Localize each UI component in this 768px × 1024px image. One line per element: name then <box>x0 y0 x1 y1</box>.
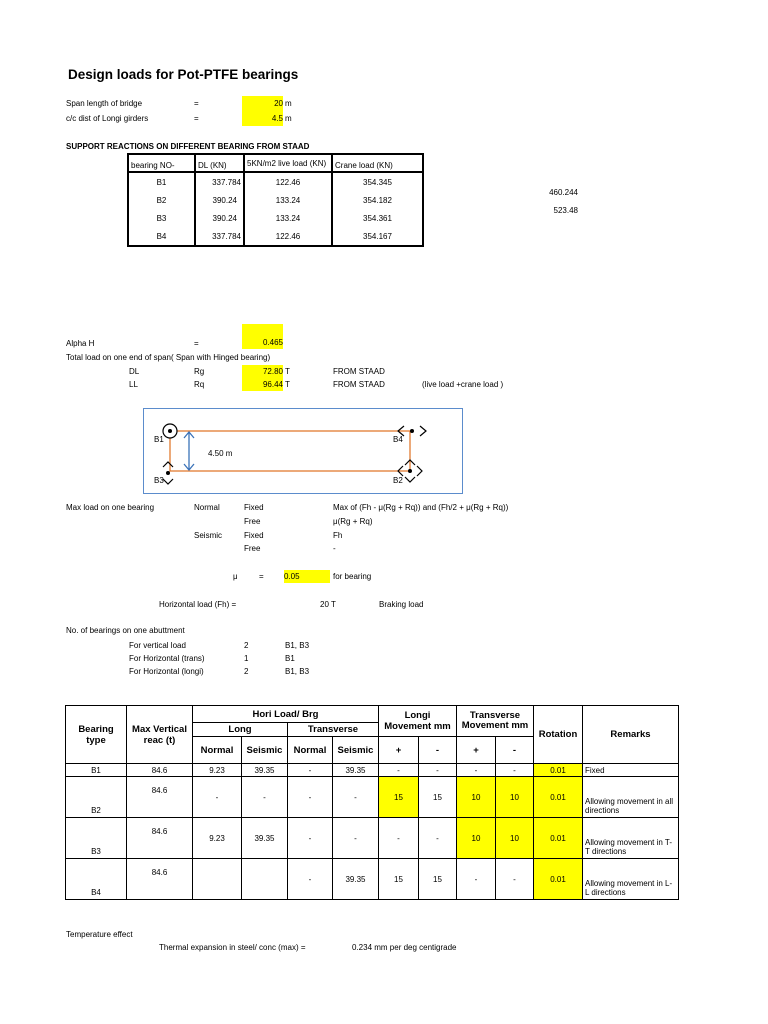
fh-label: Horizontal load (Fh) = <box>159 600 237 609</box>
span-value[interactable] <box>242 96 283 111</box>
max-load-normal-free: Free <box>244 517 261 526</box>
bearing-layout-svg <box>144 409 462 493</box>
rx-extra-b1: 460.244 <box>549 188 578 197</box>
abutment-row-1-n: 2 <box>244 641 249 650</box>
sm-cell-rem: Allowing movement in all directions <box>583 777 679 818</box>
rx-cell-dl: 390.24 <box>195 191 244 209</box>
sm-cell-tn: - <box>288 818 333 859</box>
alpha-value-text: 0.465 <box>262 338 283 347</box>
sm-cell-tn: - <box>288 777 333 818</box>
rx-cell-bearing: B4 <box>128 227 195 246</box>
max-load-seismic: Seismic <box>194 531 223 540</box>
max-load-f2: μ(Rg + Rq) <box>333 517 373 526</box>
sm-cell-rot: 0.01 <box>534 818 583 859</box>
span-label: Span length of bridge <box>66 99 143 108</box>
rx-cell-bearing: B1 <box>128 172 195 191</box>
summary-table <box>65 705 679 900</box>
sm-cell-v: 84.6 <box>127 818 193 859</box>
sm-cell-bearing: B1 <box>66 764 127 777</box>
max-load-f3: Fh <box>333 531 343 540</box>
dimension-arrow-icon <box>184 432 194 470</box>
fh-note: Braking load <box>379 600 424 609</box>
abutment-row-1-b: B1, B3 <box>285 641 310 650</box>
sm-cell-tm: - <box>496 764 534 777</box>
max-load-f1: Max of (Fh - μ(Rg + Rq)) and (Fh/2 + μ(Rg + Rq)) <box>333 503 509 512</box>
sm-cell-bearing: B4 <box>66 859 127 900</box>
abutment-row-3-n: 2 <box>244 667 249 676</box>
fh-value: 20 T <box>320 600 336 609</box>
sm-cell-tn: - <box>288 764 333 777</box>
summary-header-row-1 <box>66 706 679 723</box>
sm-cell-tp: 10 <box>457 818 496 859</box>
dl-row-a: DL <box>129 367 140 376</box>
temperature-label: Thermal expansion in steel/ conc (max) = <box>159 943 306 952</box>
rx-cell-ll: 133.24 <box>244 191 332 209</box>
rx-cell-dl: 337.784 <box>195 172 244 191</box>
b3-guided-bearing-icon <box>163 462 173 484</box>
dl-row-b: Rg <box>194 367 205 376</box>
abutment-row-3-b: B1, B3 <box>285 667 310 676</box>
sm-cell-lp: - <box>379 818 419 859</box>
sm-cell-rem: Fixed <box>583 764 679 777</box>
reactions-row <box>128 209 423 227</box>
sm-cell-tp: - <box>457 859 496 900</box>
sm-h-remarks: Remarks <box>583 706 679 764</box>
abutment-heading: No. of bearings on one abuttment <box>66 626 185 635</box>
sm-cell-v: 84.6 <box>127 777 193 818</box>
ll-row-b: Rq <box>194 380 205 389</box>
b1-fixed-bearing-icon <box>163 424 177 438</box>
rx-cell-ll: 122.46 <box>244 172 332 191</box>
ll-row-note: (live load +crane load ) <box>422 380 504 389</box>
sm-h-long-seismic: Seismic <box>242 737 288 764</box>
rx-cell-crane: 354.345 <box>332 172 423 191</box>
rx-h-bearing: bearing NO- <box>128 154 195 172</box>
sm-cell-rot: 0.01 <box>534 859 583 900</box>
sm-h-maxv: Max Vertical reac (t) <box>127 706 193 764</box>
ll-row-unit: T <box>285 380 290 389</box>
bearing-layout-diagram <box>143 408 463 494</box>
diagram-label-b1: B1 <box>154 435 164 444</box>
max-load-label: Max load on one bearing <box>66 503 155 512</box>
alpha-value[interactable] <box>242 324 283 349</box>
span-unit: m <box>285 99 292 108</box>
rx-cell-crane: 354.167 <box>332 227 423 246</box>
ll-row-src: FROM STAAD <box>333 380 385 389</box>
summary-row <box>66 818 679 859</box>
max-load-normal: Normal <box>194 503 220 512</box>
sm-cell-ln <box>193 859 242 900</box>
max-load-normal-fixed: Fixed <box>244 503 264 512</box>
sm-cell-ts: 39.35 <box>333 764 379 777</box>
sm-h-long-normal: Normal <box>193 737 242 764</box>
rx-h-ll: 5KN/m2 live load (KN) <box>244 154 332 172</box>
temperature-value: 0.234 mm per deg centigrade <box>352 943 457 952</box>
dl-row-src: FROM STAAD <box>333 367 385 376</box>
reactions-table <box>127 153 424 247</box>
summary-row <box>66 777 679 818</box>
sm-cell-lm: 15 <box>419 859 457 900</box>
abutment-row-2-n: 1 <box>244 654 249 663</box>
sm-cell-lm: 15 <box>419 777 457 818</box>
cc-unit: m <box>285 114 292 123</box>
max-load-seismic-free: Free <box>244 544 261 553</box>
sm-cell-rem: Allowing movement in T-T directions <box>583 818 679 859</box>
sm-h-trans-plus: + <box>457 737 496 764</box>
sm-cell-rot: 0.01 <box>534 764 583 777</box>
sm-cell-ts: - <box>333 777 379 818</box>
alpha-label: Alpha H <box>66 339 95 348</box>
mu-note: for bearing <box>333 572 372 581</box>
rx-cell-dl: 390.24 <box>195 209 244 227</box>
rx-cell-ll: 122.46 <box>244 227 332 246</box>
sm-cell-rot: 0.01 <box>534 777 583 818</box>
sm-cell-ln: - <box>193 777 242 818</box>
sm-cell-tp: - <box>457 764 496 777</box>
reactions-row <box>128 227 423 246</box>
ll-row-value[interactable] <box>242 378 283 391</box>
cc-eq: = <box>194 114 199 123</box>
sm-cell-ls: - <box>242 777 288 818</box>
girder-outline <box>170 431 410 471</box>
sm-h-longi-minus: - <box>419 737 457 764</box>
sm-cell-lp: 15 <box>379 777 419 818</box>
rx-cell-crane: 354.182 <box>332 191 423 209</box>
sm-cell-ls: 39.35 <box>242 764 288 777</box>
ll-row-value-text: 96.44 <box>262 380 283 389</box>
alpha-eq: = <box>194 339 199 348</box>
rx-cell-crane: 354.361 <box>332 209 423 227</box>
sm-h-longi-mv: Longi Movement mm <box>379 706 457 737</box>
diagram-label-b4: B4 <box>393 435 403 444</box>
sm-cell-v: 84.6 <box>127 859 193 900</box>
span-value-text: 20 <box>274 99 283 108</box>
sm-cell-lp: 15 <box>379 859 419 900</box>
ll-row-a: LL <box>129 380 138 389</box>
sm-cell-lp: - <box>379 764 419 777</box>
rx-extra-b2: 523.48 <box>553 206 578 215</box>
mu-value-text: 0.05 <box>284 572 300 581</box>
rx-cell-dl: 337.784 <box>195 227 244 246</box>
max-load-seismic-fixed: Fixed <box>244 531 264 540</box>
sm-h-trans-mv: Transverse Movement mm <box>457 706 534 737</box>
abutment-row-2-b: B1 <box>285 654 295 663</box>
sm-cell-ls <box>242 859 288 900</box>
sm-cell-ts: 39.35 <box>333 859 379 900</box>
abutment-row-3-label: For Horizontal (longi) <box>129 667 204 676</box>
rx-h-dl: DL (KN) <box>195 154 244 172</box>
rx-cell-ll: 133.24 <box>244 209 332 227</box>
cc-value-text: 4.5 <box>271 114 283 123</box>
max-load-f4: - <box>333 544 336 553</box>
reactions-row <box>128 191 423 209</box>
dl-row-value[interactable] <box>242 365 283 378</box>
cc-label: c/c dist of Longi girders <box>66 114 149 123</box>
mu-eq: = <box>259 572 264 581</box>
rx-cell-bearing: B2 <box>128 191 195 209</box>
page-title: Design loads for Pot-PTFE bearings <box>68 67 299 82</box>
sm-h-trans-seismic: Seismic <box>333 737 379 764</box>
dl-row-value-text: 72.80 <box>262 367 283 376</box>
summary-row <box>66 764 679 777</box>
abutment-row-2-label: For Horizontal (trans) <box>129 654 205 663</box>
sm-h-trans-normal: Normal <box>288 737 333 764</box>
sm-cell-v: 84.6 <box>127 764 193 777</box>
abutment-row-1-label: For vertical load <box>129 641 186 650</box>
sm-h-hori: Hori Load/ Brg <box>193 706 379 723</box>
reactions-row <box>128 172 423 191</box>
sm-cell-lm: - <box>419 818 457 859</box>
sm-cell-rem: Allowing movement in L-L directions <box>583 859 679 900</box>
total-load-heading: Total load on one end of span( Span with Hinged bearing) <box>66 353 271 362</box>
dl-row-unit: T <box>285 367 290 376</box>
mu-value[interactable] <box>284 570 330 583</box>
mu-symbol: μ <box>233 572 238 581</box>
sm-cell-ln: 9.23 <box>193 764 242 777</box>
sm-cell-ts: - <box>333 818 379 859</box>
sm-h-trans-minus: - <box>496 737 534 764</box>
sm-h-long: Long <box>193 723 288 737</box>
summary-row <box>66 859 679 900</box>
diagram-label-b3: B3 <box>154 476 164 485</box>
sm-h-rotation: Rotation <box>534 706 583 764</box>
sm-h-trans: Transverse <box>288 723 379 737</box>
reactions-heading: SUPPORT REACTIONS ON DIFFERENT BEARING FROM STAAD <box>66 142 310 151</box>
sm-cell-bearing: B2 <box>66 777 127 818</box>
reactions-header-row <box>128 154 423 172</box>
sm-cell-tm: 10 <box>496 818 534 859</box>
diagram-label-b2: B2 <box>393 476 403 485</box>
sm-cell-tn: - <box>288 859 333 900</box>
diagram-dimension: 4.50 m <box>208 449 233 458</box>
sm-cell-ln: 9.23 <box>193 818 242 859</box>
sm-h-bearing: Bearing type <box>66 706 127 764</box>
sm-cell-tm: 10 <box>496 777 534 818</box>
rx-cell-bearing: B3 <box>128 209 195 227</box>
rx-h-crane: Crane load (KN) <box>332 154 423 172</box>
sm-cell-lm: - <box>419 764 457 777</box>
sm-cell-ls: 39.35 <box>242 818 288 859</box>
sm-cell-tm: - <box>496 859 534 900</box>
sm-h-longi-plus: + <box>379 737 419 764</box>
cc-value[interactable] <box>242 111 283 126</box>
span-eq: = <box>194 99 199 108</box>
sm-cell-tp: 10 <box>457 777 496 818</box>
sm-cell-bearing: B3 <box>66 818 127 859</box>
temperature-heading: Temperature effect <box>66 930 133 939</box>
